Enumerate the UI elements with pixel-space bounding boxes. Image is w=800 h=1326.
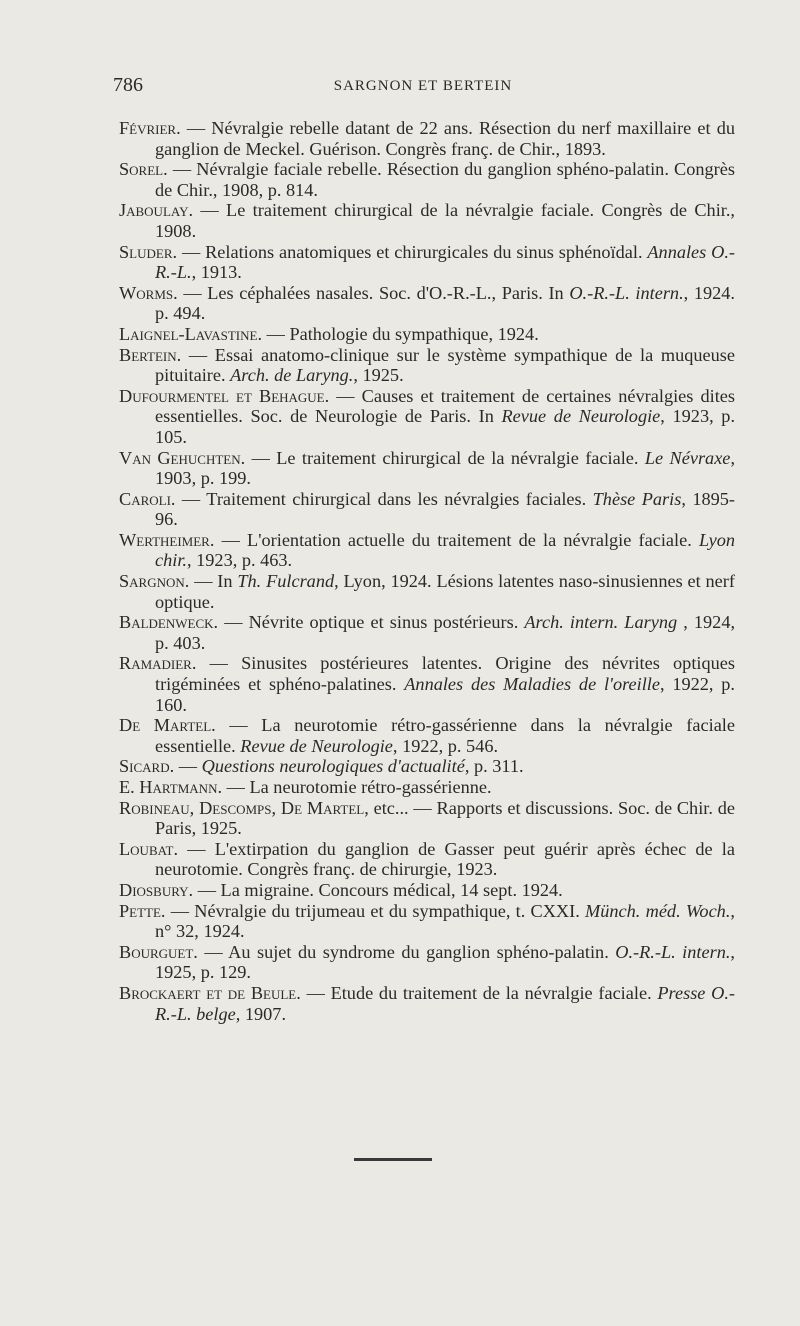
author-name: Sicard.: [119, 756, 175, 777]
entry-details: , 1923, p. 105.: [155, 406, 736, 447]
author-name: Sargnon.: [119, 571, 190, 592]
entry-details: , 1923, p. 463.: [187, 550, 293, 571]
author-name: Février.: [119, 118, 181, 138]
journal-title: Questions neurologiques d'actualité: [201, 756, 465, 777]
bibliography-entry: [119, 798, 735, 839]
bibliography-entry: [119, 530, 735, 571]
entry-text: — Relations anatomiques et chirurgicales du sinus sphénoïdal.: [181, 241, 648, 262]
bibliography-entry: [119, 200, 735, 241]
author-name: Sluder.: [119, 241, 178, 262]
author-name: Laignel-Lavastine.: [119, 323, 263, 344]
author-name: Wertheimer.: [119, 529, 215, 550]
entry-text: etc... — Rapports et discussions. Soc. de Chir. de Paris, 1925.: [155, 797, 735, 839]
entry-details: , n° 32, 1924.: [155, 900, 735, 942]
entry-details: , 1913.: [191, 262, 242, 283]
author-name: Baldenweck.: [119, 612, 219, 633]
page-number: 786: [113, 74, 143, 96]
entry-details: , 1924, p. 403.: [155, 612, 736, 653]
bibliography-entry: [119, 942, 735, 983]
entry-details: , 1903, p. 199.: [155, 447, 736, 489]
entry-details: , p. 311.: [464, 756, 524, 777]
bibliography-entry: [119, 345, 735, 386]
entry-text: — Névrite optique et sinus postérieurs.: [224, 612, 525, 633]
bibliography-entry: [119, 489, 735, 530]
entry-details: , 1925, p. 129.: [155, 941, 735, 983]
bibliography-entry: [119, 159, 735, 200]
entry-text: — Etude du traitement de la névralgie faciale.: [306, 982, 658, 1003]
entry-text: — Sinusites postérieures latentes. Origine des névrites optiques trigéminées et sphéno-palatines.: [155, 653, 735, 695]
author-name: De Martel.: [119, 715, 216, 736]
bibliography-entry: [119, 118, 735, 159]
entry-text: — Essai anatomo-clinique sur le système sympathique de la muqueuse pituitaire.: [155, 344, 735, 386]
bibliography-entry: [119, 756, 735, 777]
bibliography-entry: [119, 448, 735, 489]
journal-title: Lyon chir.: [155, 529, 735, 571]
bibliography-entry: [119, 983, 735, 1024]
entry-text: — Névralgie du trijumeau et du sympathique, t. CXXI.: [170, 900, 586, 921]
journal-title: Annales O.-R.-L.: [155, 241, 735, 283]
entry-text: — Névralgie faciale rebelle. Résection du ganglion sphéno-palatin. Congrès de Chir., 1908, p. 814.: [155, 159, 735, 200]
journal-title: O.-R.-L. intern.: [615, 941, 731, 962]
bibliography-entry: [119, 777, 735, 798]
page-header: [113, 74, 733, 98]
entry-text: — Les céphalées nasales. Soc. d'O.-R.-L., Paris. In: [183, 282, 570, 303]
author-name: Van Gehuchten.: [119, 447, 246, 468]
author-name: Worms.: [119, 282, 178, 303]
author-name: Dufourmentel et Behague.: [119, 385, 330, 406]
bibliography-entry: [119, 612, 735, 653]
bibliography-entry: [119, 283, 735, 324]
author-name: E. Hartmann.: [119, 777, 223, 797]
author-name: Ramadier.: [119, 653, 197, 674]
bibliography-entry: [119, 653, 735, 715]
journal-title: Arch. de Laryng.: [230, 365, 354, 386]
entry-details: , 1922, p. 160.: [155, 674, 735, 715]
bibliography-entry: [119, 839, 735, 880]
author-name: Diosbury.: [119, 879, 194, 900]
entry-text: — Pathologie du sympathique, 1924.: [266, 323, 539, 344]
end-rule: [354, 1158, 432, 1161]
entry-details: , 1922, p. 546.: [392, 735, 499, 756]
bibliography-entry: [119, 324, 735, 345]
entry-text: — L'orientation actuelle du traitement de la névralgie faciale.: [221, 529, 699, 550]
entry-text: — Causes et traitement de certaines névralgies dites essentielles. Soc. de Neurologie de Paris. In: [155, 385, 735, 427]
author-name: Bertein.: [119, 344, 182, 365]
bibliography-entry: [119, 571, 735, 612]
author-name: Robineau, Descomps, De Martel,: [119, 797, 369, 818]
entry-text: — L'extirpation du ganglion de Gasser peut guérir après échec de la neurotomie. Congrès franç. de chirurgie, 1923.: [155, 838, 735, 880]
journal-title: Le Névraxe: [644, 447, 731, 468]
bibliography-list: [119, 118, 735, 1024]
bibliography-entry: [119, 242, 735, 283]
running-head: SARGNON ET BERTEIN: [333, 78, 513, 94]
entry-text: — Au sujet du syndrome du ganglion sphéno-palatin.: [204, 941, 616, 962]
entry-text: — La neurotomie rétro-gassérienne dans la névralgie faciale essentielle.: [155, 715, 735, 756]
author-name: Caroli.: [119, 488, 176, 509]
author-name: Loubat.: [119, 838, 179, 859]
author-name: Brockaert et de Beule.: [119, 982, 301, 1003]
entry-details: , 1925.: [353, 365, 404, 386]
entry-details: , 1895-96.: [155, 488, 735, 530]
entry-text: —: [178, 756, 202, 777]
entry-text: — La neurotomie rétro-gassérienne.: [226, 777, 492, 797]
entry-details: , Lyon, 1924. Lésions latentes naso-sinusiennes et nerf optique.: [155, 571, 735, 612]
entry-details: , 1907.: [235, 1003, 287, 1024]
journal-title: Annales des Maladies de l'oreille: [404, 674, 660, 695]
journal-title: O.-R.-L. intern.: [569, 282, 684, 303]
journal-title: Presse O.-R.-L. belge: [155, 982, 735, 1024]
journal-title: Thèse Paris: [592, 488, 682, 509]
entry-details: , 1924. p. 494.: [155, 282, 735, 324]
entry-text: — Traitement chirurgical dans les névralgies faciales.: [181, 488, 593, 509]
journal-title: Arch. intern. Laryng: [524, 612, 678, 633]
author-name: Jaboulay.: [119, 200, 194, 221]
entry-text: — Le traitement chirurgical de la névralgie faciale.: [251, 447, 645, 468]
author-name: Pette.: [119, 900, 166, 921]
journal-title: Th. Fulcrand: [237, 571, 335, 592]
journal-title: Münch. méd. Woch.: [585, 900, 731, 921]
author-name: Bourguet.: [119, 941, 198, 962]
entry-text: — Le traitement chirurgical de la névralgie faciale. Congrès de Chir., 1908.: [155, 200, 735, 241]
bibliography-entry: [119, 901, 735, 942]
entry-text: — Névralgie rebelle datant de 22 ans. Résection du nerf maxillaire et du ganglion de Meckel. Guérison. Congrès franç. de Chir., 1893.: [155, 118, 736, 159]
author-name: Sorel.: [119, 159, 168, 180]
journal-title: Revue de Neurologie: [240, 735, 393, 756]
bibliography-entry: [119, 715, 735, 756]
entry-text: — In: [194, 571, 238, 592]
bibliography-entry: [119, 880, 735, 901]
entry-text: — La migraine. Concours médical, 14 sept. 1924.: [197, 879, 563, 900]
journal-title: Revue de Neurologie: [501, 406, 661, 427]
bibliography-entry: [119, 386, 735, 448]
